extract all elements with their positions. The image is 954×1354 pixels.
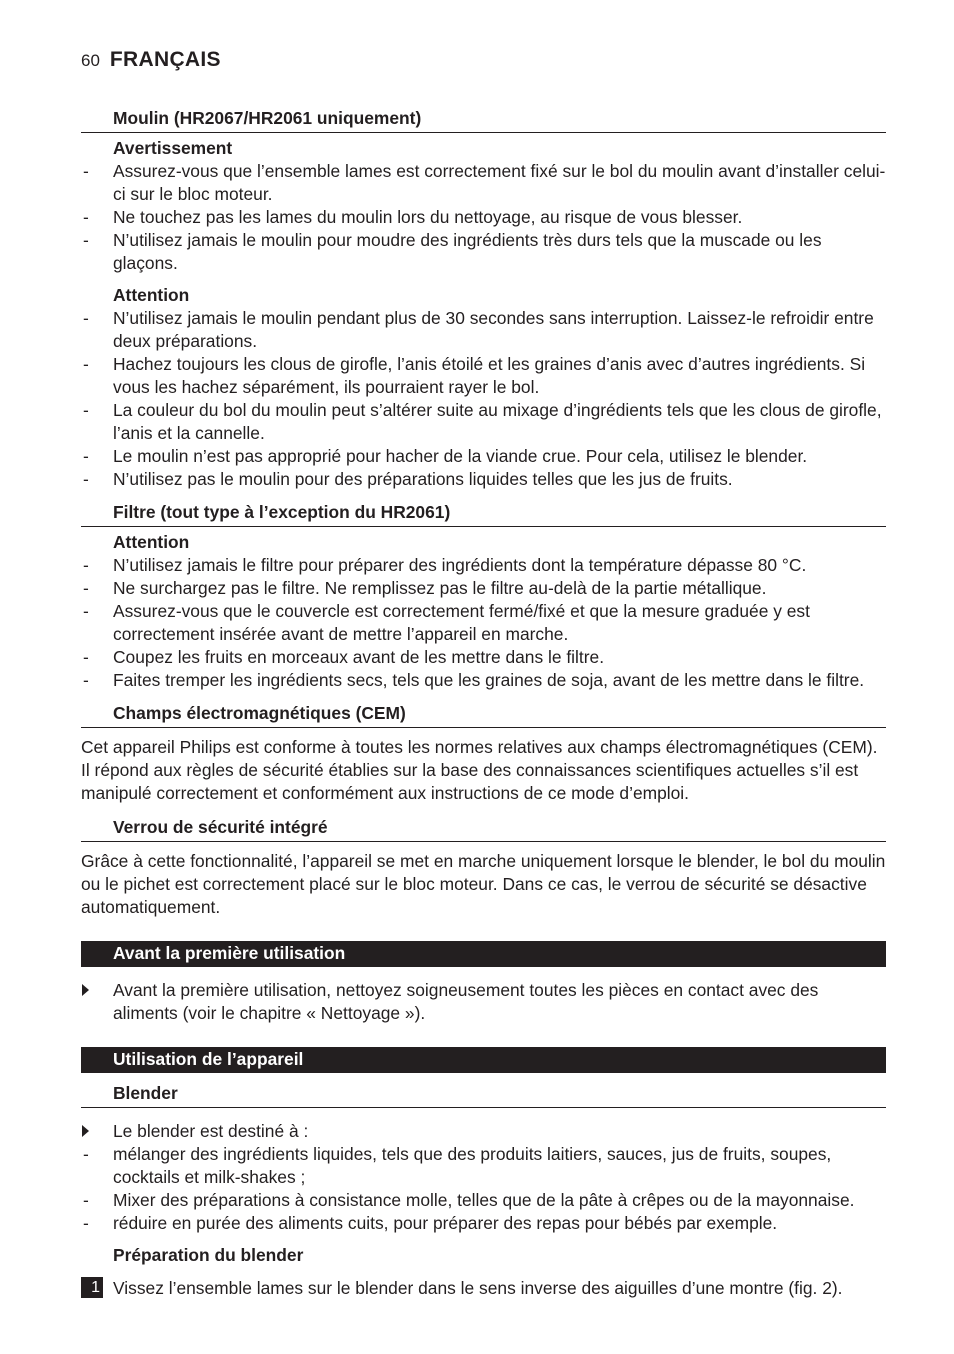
moulin-warnings-list [81,160,886,275]
section-title-cem: Champs électromagnétiques (CEM) [81,701,886,728]
list-item: - Coupez les fruits en morceaux avant de les mettre dans le filtre. [83,647,605,667]
list-item: - N’utilisez jamais le moulin pour moudre des ingrédients très durs tels que la muscade ou les glaçons. [83,230,822,273]
bullet-triangle-icon [82,984,89,996]
cem-paragraph: Cet appareil Philips est conforme à toutes les normes relatives aux champs électromagnétiques (CEM). Il répond aux règles de sécurité établies sur la base des connaissances scientifiques actuelles s’il est manipulé correctement et conformément aux instructions de ce mode d’emploi. [81,737,878,803]
section-title-blender: Blender [81,1081,886,1108]
list-item: - Ne surchargez pas le filtre. Ne remplissez pas le filtre au-delà de la partie métallique. [83,578,767,598]
list-item: - La couleur du bol du moulin peut s’altérer suite au mixage d’ingrédients tels que les clous de girofle, l’anis et la cannelle. [83,400,882,443]
list-item: - Ne touchez pas les lames du moulin lors du nettoyage, au risque de vous blesser. [83,207,743,227]
step-text: Vissez l’ensemble lames sur le blender dans le sens inverse des aiguilles d’une montre (fig. 2). [113,1278,843,1298]
list-item: - Le moulin n’est pas approprié pour hacher de la viande crue. Pour cela, utilisez le blender. [83,446,808,466]
section-title-verrou: Verrou de sécurité intégré [81,815,886,842]
attention-title: Attention [113,532,190,552]
list-item: - Mixer des préparations à consistance molle, telles que de la pâte à crêpes ou de la mayonnaise. [83,1190,855,1210]
page-number: 60 [81,51,100,70]
attention-title: Attention [113,285,190,305]
filtre-attention-list [81,554,886,692]
blender-uses-list [81,1143,886,1235]
list-item: - N’utilisez pas le moulin pour des préparations liquides telles que les jus de fruits. [83,469,733,489]
step-1 [81,1277,886,1300]
blender-bullet: Le blender est destiné à : [81,1120,886,1143]
chapter-bar-avant: Avant la première utilisation [81,941,886,967]
list-item: - N’utilisez jamais le moulin pendant plus de 30 secondes sans interruption. Laissez-le refroidir entre deux préparations. [83,308,874,351]
list-item: - N’utilisez jamais le filtre pour préparer des ingrédients dont la température dépasse 80 °C. [83,555,807,575]
list-item: - Hachez toujours les clous de girofle, l’anis étoilé et les graines d’anis avec d’autres ingrédients. Si vous les hachez séparément, ils pourraient rayer le bol. [83,354,866,397]
list-item: - réduire en purée des aliments cuits, pour préparer des repas pour bébés par exemple. [83,1213,778,1233]
language-title: FRANÇAIS [109,48,221,71]
page-header [81,48,221,72]
section-title-moulin: Moulin (HR2067/HR2061 uniquement) [81,106,886,133]
moulin-attention-list [81,307,886,491]
warning-title: Avertissement [113,138,233,158]
avant-bullet: Avant la première utilisation, nettoyez soigneusement toutes les pièces en contact avec des aliments (voir le chapitre « Nettoyage »). [81,979,886,1025]
section-title-filtre: Filtre (tout type à l’exception du HR2061) [81,500,886,527]
page-content [81,106,886,1300]
verrou-paragraph: Grâce à cette fonctionnalité, l’appareil se met en marche uniquement lorsque le blender, le bol du moulin ou le pichet est correctement placé sur le bloc moteur. Dans ce cas, le verrou de sécurité se désactive automatiquement. [81,851,886,917]
chapter-bar-utilisation: Utilisation de l’appareil [81,1047,886,1073]
list-item: - Faites tremper les ingrédients secs, tels que les graines de soja, avant de les mettre dans le filtre. [83,670,865,690]
list-item: - Assurez-vous que l’ensemble lames est correctement fixé sur le bol du moulin avant d’installer celui-ci sur le bloc moteur. [83,161,886,204]
step-number: 1 [81,1277,103,1298]
list-item: - mélanger des ingrédients liquides, tels que des produits laitiers, sauces, jus de fruits, soupes, cocktails et milk-shakes ; [83,1144,832,1187]
list-item: - Assurez-vous que le couvercle est correctement fermé/fixé et que la mesure graduée y est correctement insérée avant de mettre l’appareil en marche. [83,601,810,644]
prep-title: Préparation du blender [113,1245,304,1265]
bullet-triangle-icon [82,1125,89,1137]
